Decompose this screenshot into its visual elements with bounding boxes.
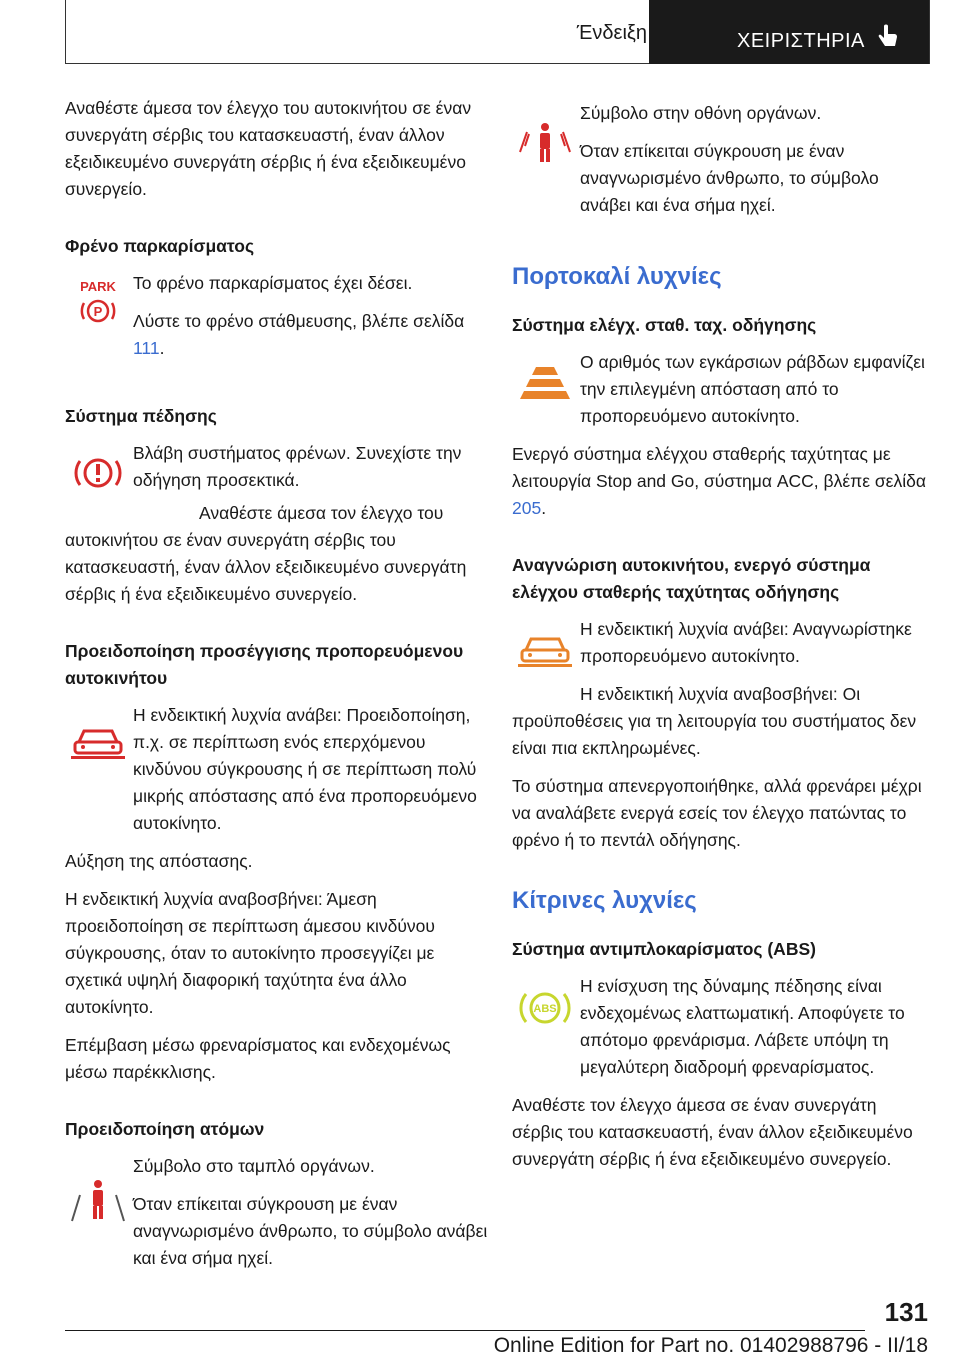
hand-pointer-icon [877, 24, 899, 50]
page-link-205[interactable]: 205 [512, 498, 542, 518]
page-number: 131 [884, 1297, 928, 1327]
intro-paragraph: Αναθέστε άμεσα τον έλεγχο του αυτοκινήτου σε έναν συνεργάτη σέρβις του κατασκευαστή, έναν άλλον εξειδικευμένο συνεργάτη σέρβις ή ένα εξειδικευμένο συνεργείο. [65, 98, 472, 199]
acc-text-2: Ενεργό σύστημα ελέγχου σταθερής ταχύτητας με λειτουργία Stop and Go, σύστημα ACC, βλέπε σελίδα 205. [512, 444, 926, 518]
abs-text-2: Αναθέστε τον έλεγχο άμεσα σε έναν συνεργάτη σέρβις του κατασκευαστή, έναν άλλον εξειδικευμένο συνεργάτη σέρβις ή ένα εξειδικευμένο συνεργείο. [512, 1095, 913, 1169]
page-link-111[interactable]: 111 [133, 338, 160, 358]
brake-system-text-2: Αναθέστε άμεσα τον έλεγχο του αυτοκινήτου σε έναν συνεργάτη σέρβις του κατασκευαστή, έναν άλλον εξειδικευμένο συνεργάτη σέρβις ή ένα εξειδικευμένο συνεργείο. [65, 503, 467, 604]
svg-text:P: P [93, 304, 103, 319]
distance-bars-icon [512, 349, 578, 419]
header-manual-title: ΧΕΙΡΙΣΤΗΡΙΑ [737, 30, 865, 52]
person-warning-heading: Προειδοποίηση ατόμων [65, 1119, 265, 1139]
park-brake-block [65, 270, 495, 373]
brake-system-heading: Σύστημα πέδησης [65, 406, 217, 426]
person-display-block [512, 100, 932, 230]
yellow-lights-heading: Κίτρινες λυχνίες [512, 887, 697, 914]
vehicle-warning-text-3: Η ενδεικτική λυχνία αναβοσβήνει: Άμεση προειδοποίηση σε περίπτωση άμεσου κινδύνου σύγκρουσης, όταν το αυτοκίνητο προσεγγίζει με σχετικά υψηλή διαφορική ταχύτητα ένα άλλο αυτοκίνητο. [65, 889, 435, 1017]
brake-system-block [65, 440, 495, 506]
person-display-text-1: Σύμβολο στην οθόνη οργάνων. [580, 103, 822, 123]
left-column [65, 95, 495, 1283]
header-section-title: Ένδειξη [576, 22, 647, 44]
pedestrian-warning-icon [65, 1161, 131, 1241]
vehicle-warning-block [65, 702, 495, 848]
person-warning-block [65, 1153, 495, 1283]
detection-heading: Αναγνώριση αυτοκινήτου, ενεργό σύστημα ελέγχου σταθερής ταχύτητας οδήγησης [512, 555, 871, 602]
svg-text:ABS: ABS [533, 1003, 557, 1015]
acc-text-1: Ο αριθμός των εγκάρσιων ράβδων εμφανίζει την επιλεγμένη απόσταση από το προπορευόμενο αυτοκίνητο. [580, 352, 925, 426]
vehicle-warning-heading: Προειδοποίηση προσέγγισης προπορευόμενου αυτοκινήτου [65, 641, 464, 688]
detection-block [512, 616, 932, 681]
right-column [512, 100, 932, 1184]
detection-text-3: Το σύστημα απενεργοποιήθηκε, αλλά φρενάρει μέχρι να αναλάβετε ενεργά εσείς τον έλεγχο πατώντας το φρένο ή το πεντάλ οδήγησης. [512, 776, 922, 850]
person-display-text-2: Όταν επίκειται σύγκρουση με έναν αναγνωρισμένο άνθρωπο, το σύμβολο ανάβει και ένα σήμα ηχεί. [580, 141, 879, 215]
vehicle-warning-text-4: Επέμβαση μέσω φρεναρίσματος και ενδεχομένως μέσω παρέκκλισης. [65, 1035, 451, 1082]
park-brake-icon [65, 270, 131, 336]
brake-warning-icon [65, 440, 131, 506]
car-warning-icon [65, 710, 131, 770]
footer-edition: Online Edition for Part no. 01402988796 - II/18 [493, 1334, 928, 1357]
person-warning-text-1: Σύμβολο στο ταμπλό οργάνων. [133, 1156, 375, 1176]
detection-text-2: Η ενδεικτική λυχνία αναβοσβήνει: Οι προϋποθέσεις για τη λειτουργία του συστήματος δεν είναι πια εκπληρωμένες. [512, 684, 917, 758]
detection-text-1: Η ενδεικτική λυχνία ανάβει: Αναγνωρίστηκε προπορευόμενο αυτοκίνητο. [580, 619, 912, 666]
brake-system-text-1: Βλάβη συστήματος φρένων. Συνεχίστε την οδήγηση προσεκτικά. [133, 443, 462, 490]
abs-warning-icon [512, 973, 578, 1043]
svg-text:PARK: PARK [80, 279, 116, 294]
footer-divider [65, 1330, 865, 1331]
person-warning-text-2: Όταν επίκειται σύγκρουση με έναν αναγνωρισμένο άνθρωπο, το σύμβολο ανάβει και ένα σήμα ηχεί. [133, 1194, 488, 1268]
vehicle-warning-text-2: Αύξηση της απόστασης. [65, 851, 253, 871]
park-brake-heading: Φρένο παρκαρίσματος [65, 236, 255, 256]
abs-block [512, 973, 932, 1092]
park-brake-text-1: Το φρένο παρκαρίσματος έχει δέσει. [133, 273, 413, 293]
park-brake-text-2: Λύστε το φρένο στάθμευσης, βλέπε σελίδα 111. [133, 311, 465, 358]
abs-text-1: Η ενίσχυση της δύναμης πέδησης είναι ενδεχομένως ελαττωματική. Αποφύγετε το απότομο φρενάρισμα. Λάβετε υπόψη τη μεγαλύτερη διαδρομή φρεναρίσματος. [580, 976, 905, 1077]
orange-lights-heading: Πορτοκαλί λυχνίες [512, 263, 722, 290]
acc-block [512, 349, 932, 441]
pedestrian-display-icon [512, 104, 578, 184]
vehicle-warning-text-1: Η ενδεικτική λυχνία ανάβει: Προειδοποίηση, π.χ. σε περίπτωση ενός επερχόμενου κινδύνου σύγκρουσης ή σε περίπτωση πολύ μικρής απόστασης από ένα προπορευόμενο αυτοκίνητο. [133, 705, 477, 833]
header-manual-tab [649, 0, 929, 64]
abs-heading: Σύστημα αντιμπλοκαρίσματος (ABS) [512, 939, 816, 959]
car-detected-icon [512, 620, 578, 676]
page-header [65, 0, 930, 64]
acc-heading: Σύστημα ελέγχ. σταθ. ταχ. οδήγησης [512, 315, 817, 335]
